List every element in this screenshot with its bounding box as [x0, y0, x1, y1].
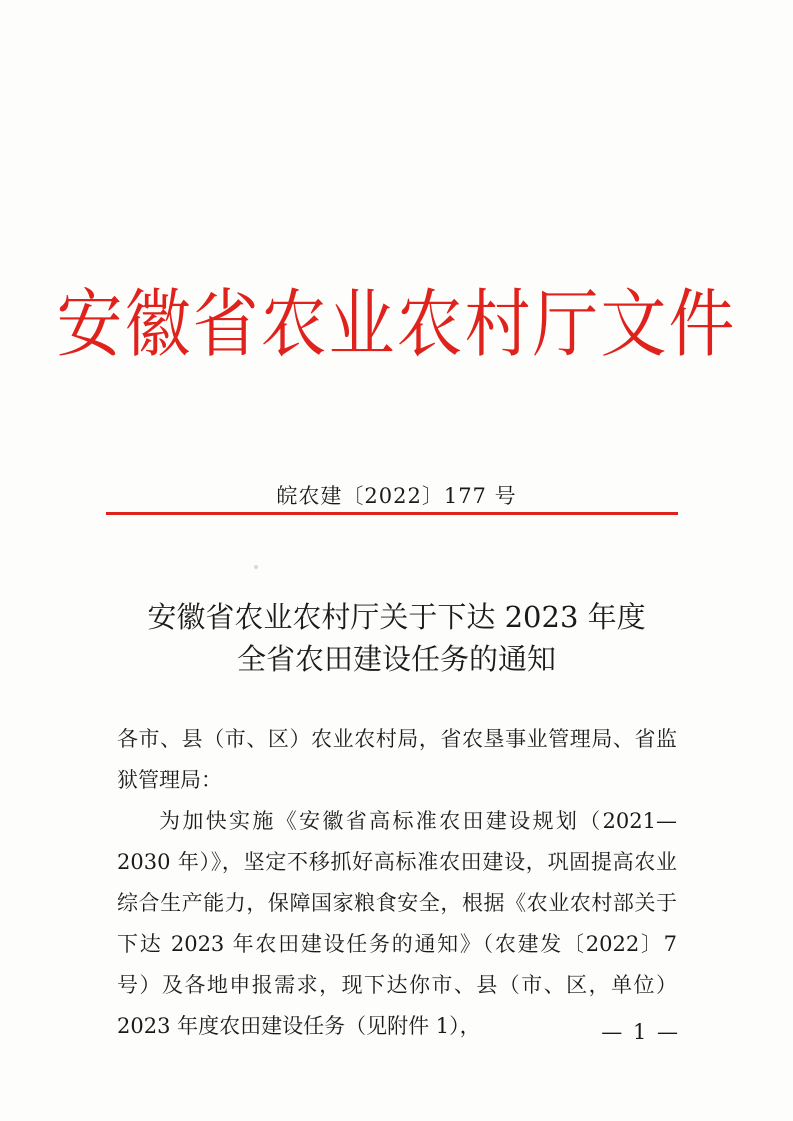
document-title [0, 596, 793, 680]
masthead-title: 安徽省农业农村厅文件 [56, 281, 737, 368]
title-line-1: 安徽省农业农村厅关于下达 2023 年度 [147, 600, 646, 634]
scan-speck [254, 565, 258, 569]
document-number: 皖农建〔2022〕177 号 [276, 484, 517, 508]
salutation-paragraph: 各市、县（市、区）农业农村局，省农垦事业管理局、省监狱管理局： [117, 727, 677, 792]
page-number: — 1 — [601, 1020, 680, 1044]
title-line-2: 全省农田建设任务的通知 [236, 642, 556, 676]
red-divider-line [106, 512, 678, 515]
body-paragraph: 为加快实施《安徽省高标准农田建设规划（2021—2030 年）》，坚定不移抓好高标准农田建设，巩固提高农业综合生产能力，保障国家粮食安全，根据《农业农村部关于下达 2023 年农田建设任务的通知》（农建发〔2022〕7 号）及各地申报需求，现下达你市、县（市、区，单位）2023 年度农田建设任务（见附件 1）， [117, 809, 677, 1038]
